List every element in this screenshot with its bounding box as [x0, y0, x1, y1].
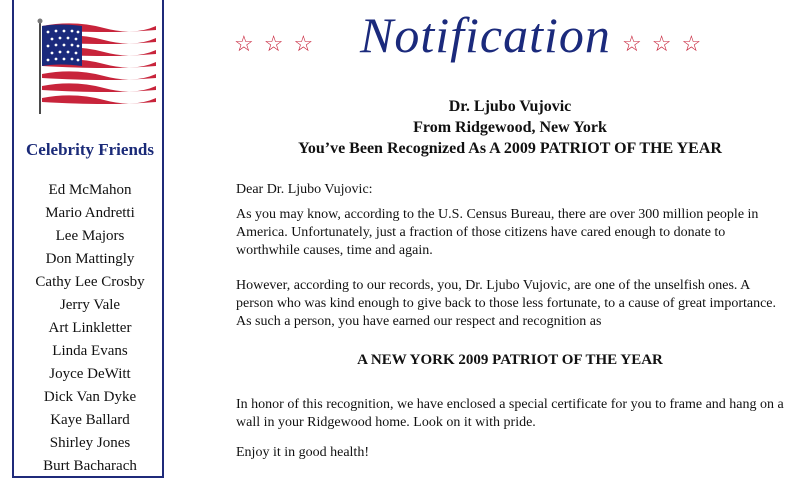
list-item: Kaye Ballard: [50, 412, 130, 428]
celebrity-sidebar: [12, 0, 164, 478]
list-item: Art Linkletter: [48, 320, 132, 336]
list-item: Linda Evans: [52, 343, 128, 359]
celebrity-friends-title: Celebrity Friends: [26, 140, 154, 159]
recognition-heading: You’ve Been Recognized As A 2009 PATRIOT OF THE YEAR: [298, 140, 722, 157]
recipient-name: Dr. Ljubo Vujovic: [448, 98, 572, 115]
salutation: Dear Dr. Ljubo Vujovic:: [236, 182, 373, 197]
notification-header: [170, 0, 800, 80]
closing-line: Enjoy it in good health!: [236, 445, 369, 460]
list-item: Ed McMahon: [48, 182, 132, 198]
list-item: Shirley Jones: [49, 435, 131, 451]
star-icons-left: ☆☆☆: [234, 31, 324, 56]
award-title: A NEW YORK 2009 PATRIOT OF THE YEAR: [357, 352, 663, 368]
star-icons-right: ☆☆☆: [622, 31, 712, 56]
celebrity-friends-list: [14, 179, 166, 478]
list-item: Don Mattingly: [45, 251, 135, 267]
list-item: Joyce DeWitt: [49, 366, 131, 382]
page-title: Notification: [360, 7, 611, 63]
list-item: Mario Andretti: [45, 205, 135, 221]
recipient-location: From Ridgewood, New York: [413, 119, 607, 136]
list-item: Burt Bacharach: [43, 458, 137, 474]
paragraph-2: However, according to our records, you, Dr. Ljubo Vujovic, are one of the unselfish ones. A person who was kind enough to give back to those less fortunate, to a cause of great importance. As such a person, you have earned our respect and recognition as: [236, 278, 777, 329]
american-flag-icon: [34, 18, 158, 116]
list-item: Jerry Vale: [59, 297, 121, 313]
paragraph-1: As you may know, according to the U.S. Census Bureau, there are over 300 million people in America. Unfortunately, just a fraction of those citizens have cared enough to donate to worthwhile causes, time and again.: [236, 207, 759, 258]
list-item: Lee Majors: [55, 228, 125, 244]
paragraph-3: In honor of this recognition, we have enclosed a special certificate for you to frame and hang on a wall in your Ridgewood home. Look on it with pride.: [236, 397, 784, 430]
list-item: Dick Van Dyke: [43, 389, 137, 405]
list-item: Cathy Lee Crosby: [35, 274, 145, 290]
